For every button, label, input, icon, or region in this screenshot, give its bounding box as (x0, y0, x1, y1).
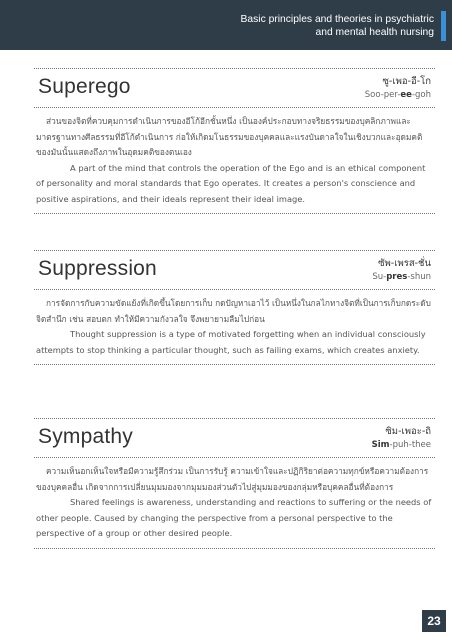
pron-stress: ee (400, 90, 412, 100)
entry-definition-thai: ความเห็นอกเห็นใจหรือมีความรู้สึกร่วม เป็นการรับรู้ ความเข้าใจและปฏิกิริยาต่อความทุกข์หรือความต้องการของบุคคลอื่น เกิดจากการเปลี่ยนมุมมองจากมุมมองส่วนตัวไปสู่มุมมองของกลุ่มหรือบุคคลอื่นที่ต้องการ (36, 466, 429, 492)
entry-title-row (34, 250, 435, 290)
entry-pronunciation-thai: ซิม-เพอะ-ถิ (385, 426, 431, 437)
entry-definition-english: Shared feelings is awareness, understanding and reactions to suffering or the needs of other people. Caused by changing the perspective from a personal perspective to the perspective of a group or other desired people. (36, 497, 432, 538)
entry-definition-thai: ส่วนของจิตที่ควบคุมการดำเนินการของอีโก้อีกชั้นหนึ่ง เป็นองค์ประกอบทางจริยธรรมของบุคลิกภาพและมาตรฐานทางศีลธรรมที่อีโก้ดำเนินการ ก่อให้เกิดมโนธรรมของบุคคลและแรงบันดาลใจในเชิงบวกและอุดมคติของมันนั้นแสดงถึงภาพในอุดมคติของตนเอง (36, 116, 423, 157)
pron-stress: Sim (371, 440, 390, 450)
pron-post: -shun (407, 272, 431, 282)
entry-definition-english: Thought suppression is a type of motivated forgetting when an individual consciously attempts to stop thinking a particular thought, such as failing exams, which creates anxiety. (36, 329, 426, 355)
glossary-entry-sympathy (34, 418, 435, 549)
entry-definition-box (34, 108, 435, 214)
header-title-line2: and mental health nursing (315, 27, 434, 38)
entry-title-row (34, 418, 435, 458)
header-accent-bar (441, 11, 446, 41)
pron-post: -goh (411, 90, 431, 100)
entry-definition-thai: การจัดการกับความขัดแย้งที่เกิดขึ้นโดยการเก็บ กดปัญหาเอาไว้ เป็นหนึ่งในกลไกทางจิตที่เป็นการเก็บกดระดับจิตสำนึก เช่น สอบตก ทำให้มีความกังวลใจ จึงพยายามลืมไปก่อน (36, 298, 431, 324)
pron-pre: Soo-per- (364, 90, 401, 100)
entry-definition-english: A part of the mind that controls the operation of the Ego and is an ethical component of personality and moral standards that Ego operates. It creates a person's conscience and positive aspirations, and their ideals represent their ideal image. (36, 162, 426, 204)
header-title-line1: Basic principles and theories in psychiatric (240, 14, 434, 25)
page-number: 23 (422, 610, 446, 632)
entry-pronunciation-roman (365, 90, 431, 100)
entry-pronunciation-thai: ซัพ-เพรส-ชั่น (378, 258, 431, 269)
header-title (241, 13, 434, 39)
entry-term: Sympathy (38, 425, 133, 448)
entry-pronunciation-roman (372, 272, 431, 282)
entry-title-row (34, 68, 435, 108)
glossary-entry-suppression (34, 250, 435, 365)
entry-definition-box (34, 290, 435, 365)
entry-pronunciation-thai: ซู-เพอ-อี-โก (382, 76, 431, 87)
glossary-entry-superego (34, 68, 435, 214)
entry-term: Superego (38, 75, 131, 98)
page-header-bar (0, 0, 452, 50)
entry-pronunciation-roman (372, 440, 431, 450)
pron-post: -puh-thee (389, 440, 431, 450)
entry-term: Suppression (38, 257, 157, 280)
entry-definition-box (34, 458, 435, 549)
pron-stress: pres (386, 272, 408, 282)
pron-pre: Su- (372, 272, 387, 282)
